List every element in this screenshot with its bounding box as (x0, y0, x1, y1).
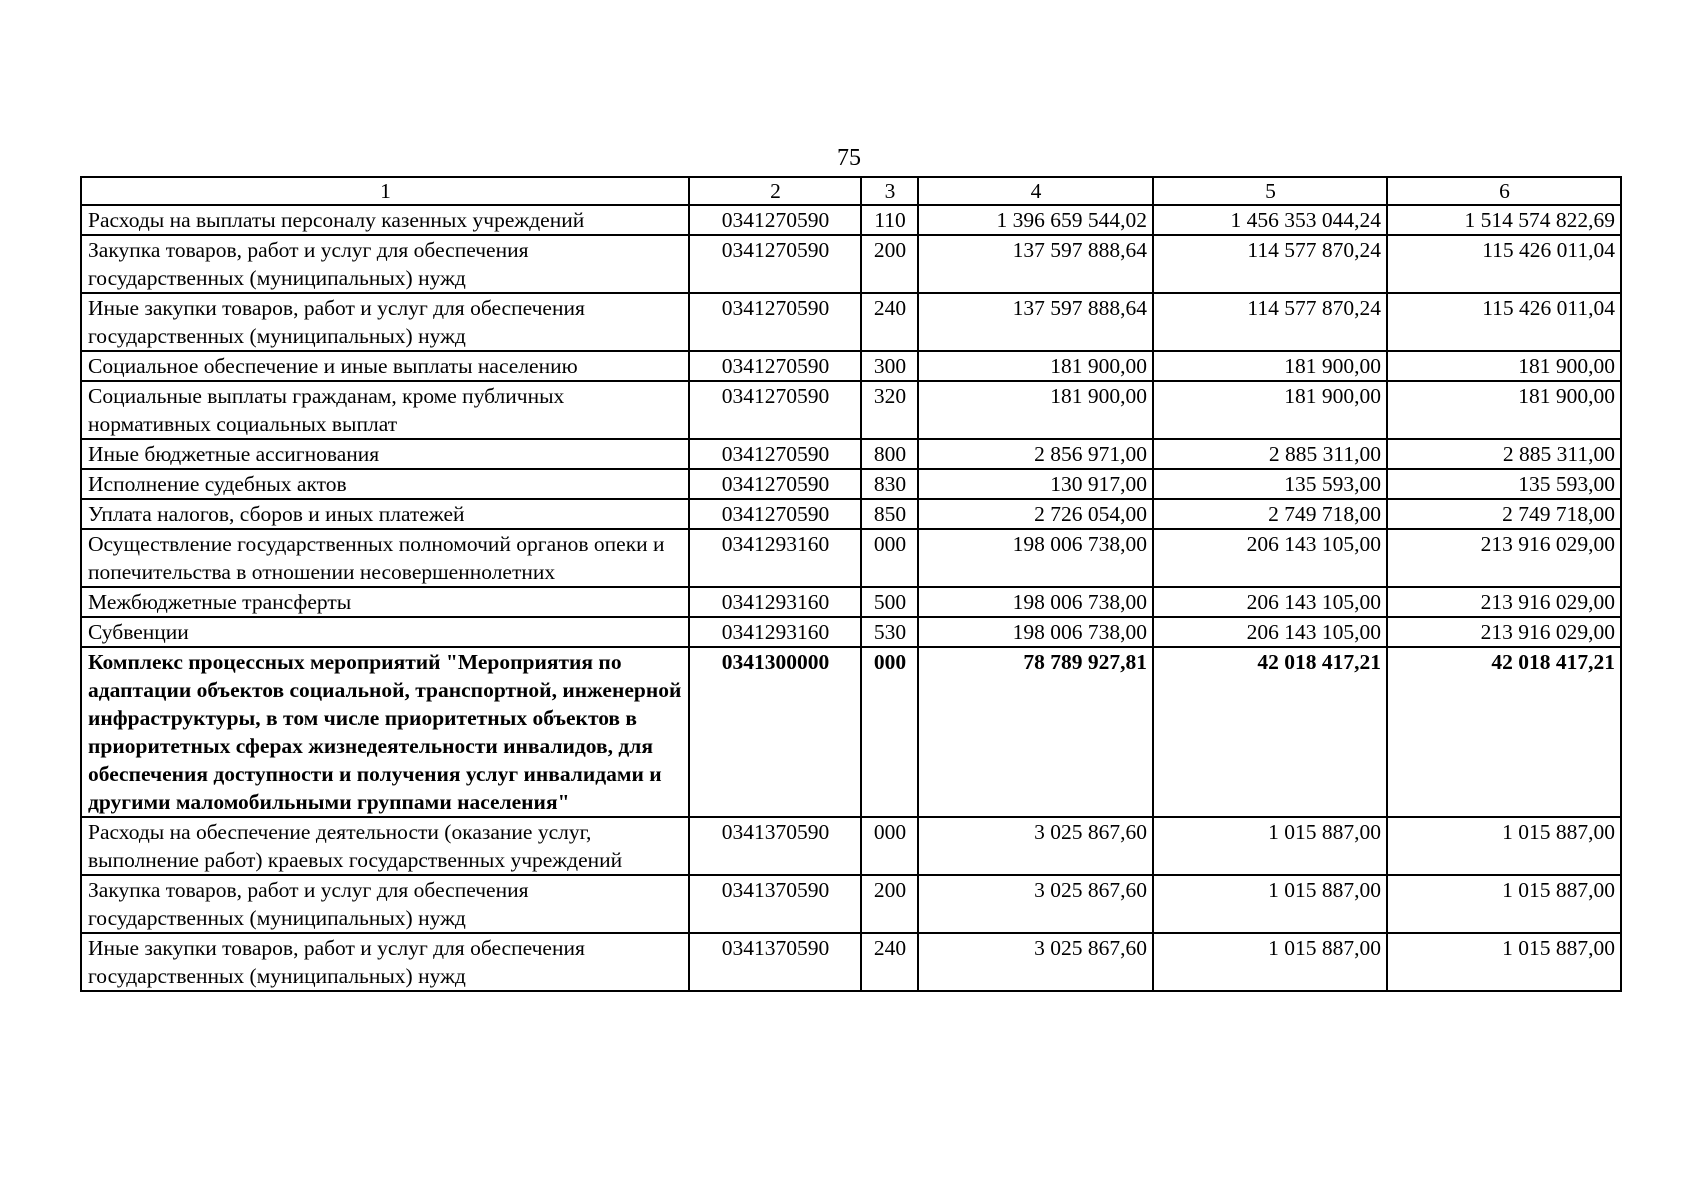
row-amount-col5-cell: 206 143 105,00 (1153, 529, 1387, 587)
row-amount-col6-cell: 2 749 718,00 (1387, 499, 1621, 529)
row-code-cell: 0341270590 (689, 469, 861, 499)
row-amount-col4-cell: 137 597 888,64 (918, 293, 1153, 351)
column-number-1: 1 (81, 177, 689, 205)
row-code-cell: 0341270590 (689, 205, 861, 235)
row-name-cell: Социальное обеспечение и иные выплаты населению (81, 351, 689, 381)
column-number-6: 6 (1387, 177, 1621, 205)
row-amount-col6-cell: 115 426 011,04 (1387, 293, 1621, 351)
row-amount-col4-cell: 137 597 888,64 (918, 235, 1153, 293)
row-code-cell: 0341370590 (689, 933, 861, 991)
row-expense-type-cell: 240 (861, 933, 918, 991)
row-name-cell: Комплекс процессных мероприятий "Мероприятия по адаптации объектов социальной, транспортной, инженерной инфраструктуры, в том числе приоритетных объектов в приоритетных сферах жизнедеятельности инвалидов, для обеспечения доступности и получения услуг инвалидами и другими маломобильными группами населения" (81, 647, 689, 817)
table-row (81, 293, 1621, 351)
row-code-cell: 0341270590 (689, 499, 861, 529)
row-amount-col4-cell: 181 900,00 (918, 381, 1153, 439)
row-amount-col6-cell: 181 900,00 (1387, 381, 1621, 439)
row-amount-col6-cell: 1 015 887,00 (1387, 875, 1621, 933)
row-code-cell: 0341293160 (689, 587, 861, 617)
page-number: 75 (837, 145, 861, 171)
table-row (81, 351, 1621, 381)
table-row (81, 587, 1621, 617)
row-amount-col6-cell: 181 900,00 (1387, 351, 1621, 381)
row-code-cell: 0341300000 (689, 647, 861, 817)
row-expense-type-cell: 240 (861, 293, 918, 351)
row-amount-col5-cell: 181 900,00 (1153, 381, 1387, 439)
row-expense-type-cell: 200 (861, 235, 918, 293)
row-amount-col5-cell: 2 749 718,00 (1153, 499, 1387, 529)
column-number-2: 2 (689, 177, 861, 205)
column-number-3: 3 (861, 177, 918, 205)
row-name-cell: Иные бюджетные ассигнования (81, 439, 689, 469)
row-amount-col5-cell: 181 900,00 (1153, 351, 1387, 381)
table-row (81, 647, 1621, 817)
row-name-cell: Иные закупки товаров, работ и услуг для обеспечения государственных (муниципальных) нужд (81, 933, 689, 991)
row-amount-col5-cell: 114 577 870,24 (1153, 235, 1387, 293)
row-amount-col5-cell: 1 015 887,00 (1153, 875, 1387, 933)
row-expense-type-cell: 500 (861, 587, 918, 617)
row-amount-col4-cell: 3 025 867,60 (918, 875, 1153, 933)
row-amount-col5-cell: 114 577 870,24 (1153, 293, 1387, 351)
row-code-cell: 0341270590 (689, 351, 861, 381)
row-name-cell: Межбюджетные трансферты (81, 587, 689, 617)
row-amount-col6-cell: 1 015 887,00 (1387, 933, 1621, 991)
row-amount-col6-cell: 2 885 311,00 (1387, 439, 1621, 469)
column-number-4: 4 (918, 177, 1153, 205)
row-code-cell: 0341370590 (689, 817, 861, 875)
row-expense-type-cell: 110 (861, 205, 918, 235)
row-amount-col6-cell: 213 916 029,00 (1387, 529, 1621, 587)
table-row (81, 381, 1621, 439)
row-amount-col6-cell: 115 426 011,04 (1387, 235, 1621, 293)
table-row (81, 439, 1621, 469)
row-expense-type-cell: 000 (861, 529, 918, 587)
row-amount-col5-cell: 2 885 311,00 (1153, 439, 1387, 469)
row-name-cell: Расходы на обеспечение деятельности (оказание услуг, выполнение работ) краевых государственных учреждений (81, 817, 689, 875)
row-amount-col6-cell: 1 514 574 822,69 (1387, 205, 1621, 235)
row-expense-type-cell: 000 (861, 647, 918, 817)
table-row (81, 469, 1621, 499)
table-row (81, 875, 1621, 933)
row-name-cell: Исполнение судебных актов (81, 469, 689, 499)
row-expense-type-cell: 800 (861, 439, 918, 469)
row-amount-col4-cell: 181 900,00 (918, 351, 1153, 381)
row-name-cell: Социальные выплаты гражданам, кроме публичных нормативных социальных выплат (81, 381, 689, 439)
row-expense-type-cell: 320 (861, 381, 918, 439)
row-amount-col6-cell: 213 916 029,00 (1387, 617, 1621, 647)
row-amount-col5-cell: 206 143 105,00 (1153, 587, 1387, 617)
row-expense-type-cell: 300 (861, 351, 918, 381)
row-expense-type-cell: 000 (861, 817, 918, 875)
row-amount-col5-cell: 1 015 887,00 (1153, 933, 1387, 991)
row-amount-col4-cell: 130 917,00 (918, 469, 1153, 499)
row-amount-col4-cell: 3 025 867,60 (918, 817, 1153, 875)
row-amount-col6-cell: 1 015 887,00 (1387, 817, 1621, 875)
row-amount-col4-cell: 198 006 738,00 (918, 617, 1153, 647)
row-code-cell: 0341270590 (689, 293, 861, 351)
row-amount-col4-cell: 78 789 927,81 (918, 647, 1153, 817)
row-amount-col4-cell: 198 006 738,00 (918, 529, 1153, 587)
row-name-cell: Расходы на выплаты персоналу казенных учреждений (81, 205, 689, 235)
row-code-cell: 0341270590 (689, 439, 861, 469)
row-name-cell: Закупка товаров, работ и услуг для обеспечения государственных (муниципальных) нужд (81, 235, 689, 293)
row-amount-col5-cell: 135 593,00 (1153, 469, 1387, 499)
row-code-cell: 0341370590 (689, 875, 861, 933)
row-amount-col5-cell: 1 015 887,00 (1153, 817, 1387, 875)
table-row (81, 529, 1621, 587)
row-amount-col4-cell: 2 856 971,00 (918, 439, 1153, 469)
table-row (81, 205, 1621, 235)
row-name-cell: Осуществление государственных полномочий органов опеки и попечительства в отношении несовершеннолетних (81, 529, 689, 587)
row-amount-col6-cell: 42 018 417,21 (1387, 647, 1621, 817)
row-amount-col5-cell: 1 456 353 044,24 (1153, 205, 1387, 235)
row-expense-type-cell: 530 (861, 617, 918, 647)
budget-table-body (81, 177, 1621, 991)
row-expense-type-cell: 200 (861, 875, 918, 933)
row-code-cell: 0341270590 (689, 381, 861, 439)
table-row (81, 617, 1621, 647)
budget-table (80, 176, 1622, 992)
column-number-row (81, 177, 1621, 205)
row-amount-col6-cell: 213 916 029,00 (1387, 587, 1621, 617)
row-code-cell: 0341293160 (689, 617, 861, 647)
row-amount-col6-cell: 135 593,00 (1387, 469, 1621, 499)
table-row (81, 499, 1621, 529)
row-amount-col4-cell: 3 025 867,60 (918, 933, 1153, 991)
row-amount-col5-cell: 206 143 105,00 (1153, 617, 1387, 647)
row-name-cell: Закупка товаров, работ и услуг для обеспечения государственных (муниципальных) нужд (81, 875, 689, 933)
row-expense-type-cell: 850 (861, 499, 918, 529)
table-row (81, 817, 1621, 875)
row-amount-col4-cell: 1 396 659 544,02 (918, 205, 1153, 235)
table-row (81, 235, 1621, 293)
row-code-cell: 0341270590 (689, 235, 861, 293)
row-amount-col5-cell: 42 018 417,21 (1153, 647, 1387, 817)
row-amount-col4-cell: 198 006 738,00 (918, 587, 1153, 617)
row-expense-type-cell: 830 (861, 469, 918, 499)
row-name-cell: Уплата налогов, сборов и иных платежей (81, 499, 689, 529)
column-number-5: 5 (1153, 177, 1387, 205)
row-name-cell: Субвенции (81, 617, 689, 647)
row-name-cell: Иные закупки товаров, работ и услуг для обеспечения государственных (муниципальных) нужд (81, 293, 689, 351)
table-row (81, 933, 1621, 991)
row-amount-col4-cell: 2 726 054,00 (918, 499, 1153, 529)
row-code-cell: 0341293160 (689, 529, 861, 587)
